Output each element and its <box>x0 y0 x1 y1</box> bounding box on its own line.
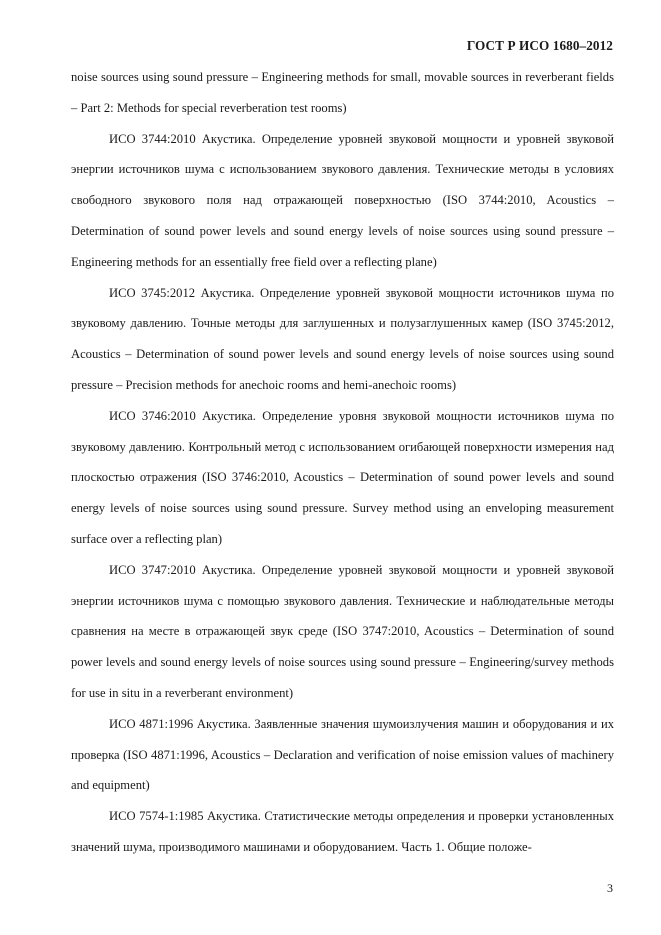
paragraph-continuation: noise sources using sound pressure – Engineering methods for small, movable sources in reverberant fields – Part 2: Methods for special reverberation test rooms) <box>71 70 614 115</box>
page-number: 3 <box>607 881 613 895</box>
paragraph-iso-3744: ИСО 3744:2010 Акустика. Определение уровней звуковой мощности и уровней звуковой энергии источников шума с использованием звукового давления. Технические методы в условиях свободного звукового поля над отражающей поверхностью (ISO 3744:2010, Acoustics – Determination of sound power levels and sound energy levels of noise sources using sound pressure – Engineering methods for an essentially free field over a reflecting plane) <box>71 131 614 269</box>
paragraph-iso-3746: ИСО 3746:2010 Акустика. Определение уровня звуковой мощности источников шума по звуковому давлению. Контрольный метод с использованием огибающей поверхности измерения над плоскостью отражения (ISO 3746:2010, Acoustics – Determination of sound power levels and sound energy levels of noise sources using sound pressure. Survey method using an enveloping measurement surface over a reflecting plan) <box>71 408 614 546</box>
body-text <box>71 62 614 863</box>
standard-code-header: ГОСТ Р ИСО 1680–2012 <box>466 38 613 53</box>
paragraph-iso-7574-1: ИСО 7574-1:1985 Акустика. Статистические методы определения и проверки установленных значений шума, производимого машинами и оборудованием. Часть 1. Общие положе- <box>71 809 614 854</box>
paragraph-iso-3747: ИСО 3747:2010 Акустика. Определение уровней звуковой мощности и уровней звуковой энергии источников шума с помощью звукового давления. Технические и наблюдательные методы сравнения на месте в отражающей звук среде (ISO 3747:2010, Acoustics – Determination of sound power levels and sound energy levels of noise sources using sound pressure – Engineering/survey methods for use in situ in a reverberant environment) <box>71 562 614 700</box>
paragraph-iso-3745: ИСО 3745:2012 Акустика. Определение уровней звуковой мощности источников шума по звуковому давлению. Точные методы для заглушенных и полузаглушенных камер (ISO 3745:2012, Acoustics – Determination of sound power levels and sound energy levels of noise sources using sound pressure – Precision methods for anechoic rooms and hemi-anechoic rooms) <box>71 285 614 392</box>
paragraph-iso-4871: ИСО 4871:1996 Акустика. Заявленные значения шумоизлучения машин и оборудования и их проверка (ISO 4871:1996, Acoustics – Declaration and verification of noise emission values of machinery and equipment) <box>71 716 614 793</box>
